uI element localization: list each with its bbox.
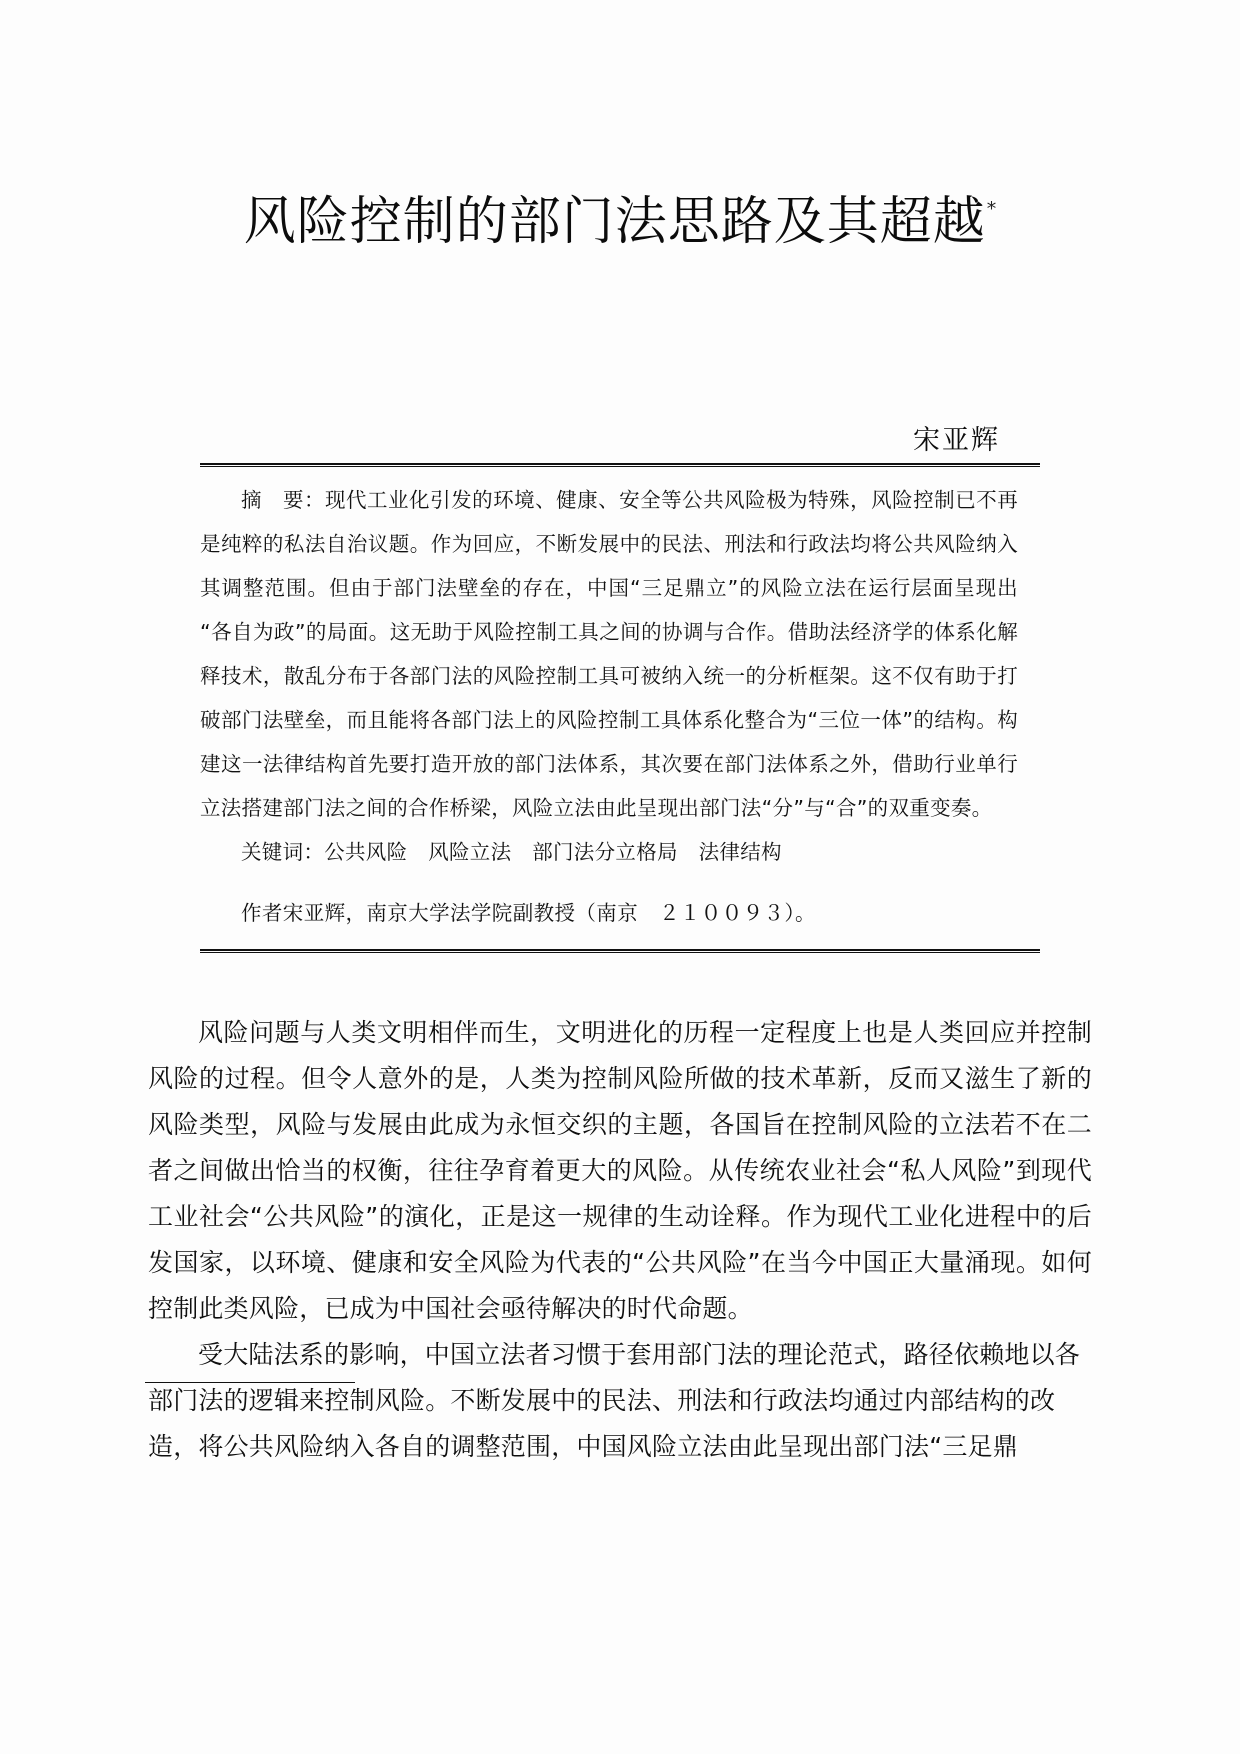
abstract-block: [200, 478, 1018, 874]
body-paragraph-2: 受大陆法系的影响，中国立法者习惯于套用部门法的理论范式，路径依赖地以各部门法的逻辑来控制风险。不断发展中的民法、刑法和行政法均通过内部结构的改造，将公共风险纳入各自的调整范围，中国风险立法由此呈现出部门法“三足鼎: [148, 1340, 1081, 1461]
keywords-label: 关键词：: [241, 840, 325, 864]
body-text-block: [148, 1010, 1092, 1470]
page-title-text: 风险控制的部门法思路及其超越: [243, 191, 986, 252]
author-block: [200, 418, 1040, 457]
author-name: 宋亚辉: [913, 425, 1000, 456]
abstract-top-rule: [200, 463, 1040, 467]
abstract-text: 现代工业化引发的环境、健康、安全等公共风险极为特殊，风险控制已不再是纯粹的私法自治议题。作为回应，不断发展中的民法、刑法和行政法均将公共风险纳入其调整范围。但由于部门法壁垒的存在，中国“三足鼎立”的风险立法在运行层面呈现出“各自为政”的局面。这无助于风险控制工具之间的协调与合作。借助法经济学的体系化解释技术，散乱分布于各部门法的风险控制工具可被纳入统一的分析框架。这不仅有助于打破部门法壁垒，而且能将各部门法上的风险控制工具体系化整合为“三位一体”的结构。构建这一法律结构首先要打造开放的部门法体系，其次要在部门法体系之外，借助行业单行立法搭建部门法之间的合作桥梁，风险立法由此呈现出部门法“分”与“合”的双重变奏。: [200, 488, 1018, 820]
abstract-bottom-rule: [200, 949, 1040, 953]
keywords-values: 公共风险 风险立法 部门法分立格局 法律结构: [324, 840, 782, 864]
title-footnote-marker: *: [986, 197, 998, 220]
abstract-label: 摘 要：: [241, 488, 326, 512]
page-title: [244, 193, 997, 253]
abstract-paragraph: [200, 478, 1018, 830]
body-paragraph-1: 风险问题与人类文明相伴而生，文明进化的历程一定程度上也是人类回应并控制风险的过程。但令人意外的是，人类为控制风险所做的技术革新，反而又滋生了新的风险类型，风险与发展由此成为永恒交织的主题，各国旨在控制风险的立法若不在二者之间做出恰当的权衡，往往孕育着更大的风险。从传统农业社会“私人风险”到现代工业社会“公共风险”的演化，正是这一规律的生动诠释。作为现代工业化进程中的后发国家，以环境、健康和安全风险为代表的“公共风险”在当今中国正大量涌现。如何控制此类风险，已成为中国社会亟待解决的时代命题。: [148, 1018, 1092, 1323]
author-affiliation: 作者宋亚辉，南京大学法学院副教授（南京 ２１００９３）。: [241, 901, 816, 925]
keywords-line: [200, 830, 1018, 874]
footnote-separator-rule: [145, 1382, 355, 1383]
title-block: [0, 158, 1240, 287]
